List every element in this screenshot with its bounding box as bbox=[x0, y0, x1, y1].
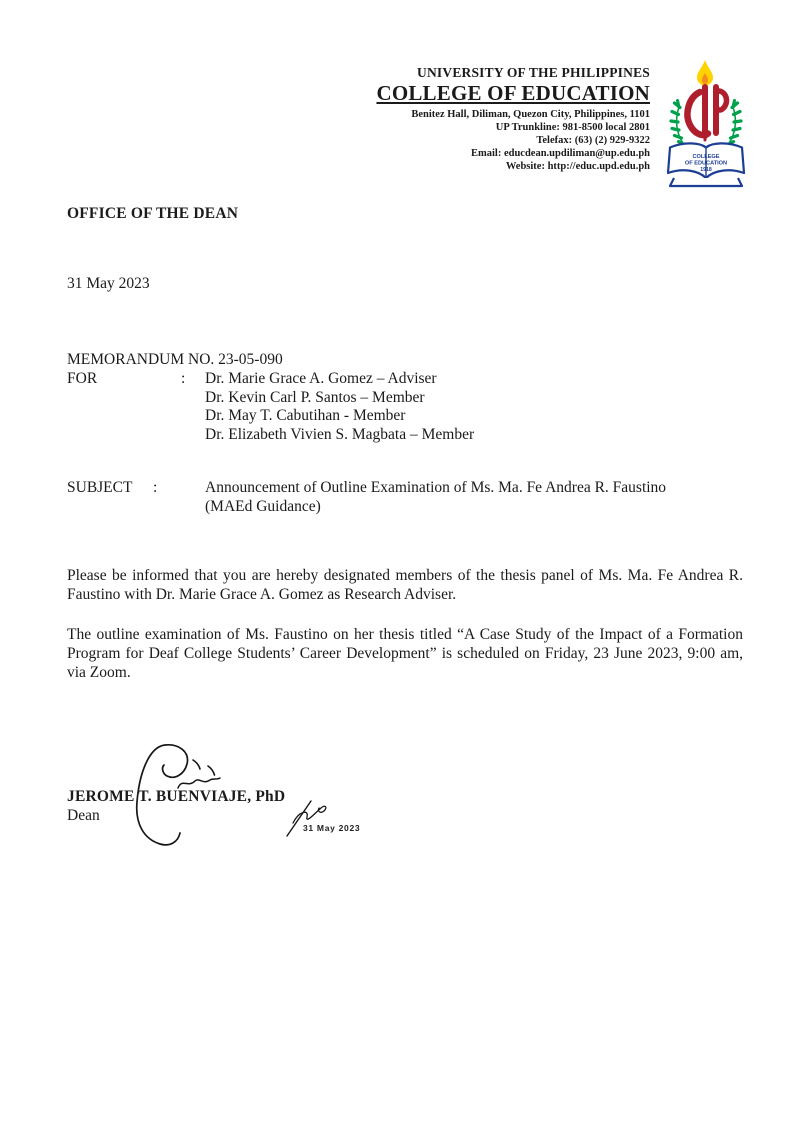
body-paragraph-2: The outline examination of Ms. Faustino on her thesis titled “A Case Study of the Impact of a Formation Program for Deaf College Students’ Career Development” is scheduled on Friday, 23 June 2023, 9:00 am, via Zoom. bbox=[67, 626, 743, 681]
college-of-education-seal bbox=[664, 56, 748, 188]
laurel-left-icon bbox=[671, 101, 687, 149]
email-line: Email: educdean.updiliman@up.edu.ph bbox=[471, 148, 650, 159]
address-line: Benitez Hall, Diliman, Quezon City, Philippines, 1101 bbox=[411, 109, 650, 120]
open-book-icon bbox=[668, 143, 744, 186]
university-name: UNIVERSITY OF THE PHILIPPINES bbox=[417, 65, 650, 80]
website-line: Website: http://educ.upd.edu.ph bbox=[505, 161, 650, 172]
laurel-right-icon bbox=[725, 101, 741, 149]
subject-colon: : bbox=[153, 479, 158, 496]
subject-text bbox=[205, 478, 743, 516]
subject-row bbox=[67, 478, 743, 516]
telefax-line: Telefax: (63) (2) 929-9322 bbox=[536, 135, 650, 146]
memorandum-number: MEMORANDUM NO. 23-05-090 bbox=[67, 351, 283, 368]
recipient-item: Dr. May T. Cabutihan - Member bbox=[205, 407, 406, 425]
date-line: 31 May 2023 bbox=[67, 275, 150, 292]
for-label: FOR bbox=[67, 369, 98, 387]
office-of-the-dean-heading: OFFICE OF THE DEAN bbox=[67, 205, 239, 222]
recipient-item: Dr. Elizabeth Vivien S. Magbata – Member bbox=[205, 426, 475, 444]
flame-icon bbox=[697, 60, 713, 86]
memorandum-block bbox=[67, 351, 743, 445]
college-name: COLLEGE OF EDUCATION bbox=[376, 81, 650, 105]
signatory-title: Dean bbox=[67, 807, 100, 824]
body-paragraph-1: Please be informed that you are hereby designated members of the thesis panel of Ms. Ma. Fe Andrea R. Faustino with Dr. Marie Grace A. Gomez as Research Adviser. bbox=[67, 567, 743, 603]
seal-banner-line1: COLLEGE bbox=[692, 154, 720, 160]
signatory-name: JEROME T. BUENVIAJE, PhD bbox=[67, 788, 286, 805]
for-row bbox=[67, 370, 743, 445]
recipient-item: Dr. Kevin Carl P. Santos – Member bbox=[205, 388, 425, 406]
up-monogram bbox=[687, 87, 726, 140]
subject-line-1: Announcement of Outline Examination of Ms. Ma. Fe Andrea R. Faustino bbox=[205, 479, 667, 496]
seal-year: 1918 bbox=[700, 167, 712, 173]
seal-banner-line2: OF EDUCATION bbox=[684, 160, 728, 167]
for-colon: : bbox=[181, 369, 186, 387]
recipient-list bbox=[205, 370, 474, 445]
subject-label: SUBJECT bbox=[67, 479, 133, 496]
recipient-item: Dr. Marie Grace A. Gomez – Adviser bbox=[205, 369, 437, 387]
letterhead-contact-block bbox=[230, 108, 650, 173]
trunkline-line: UP Trunkline: 981-8500 local 2801 bbox=[495, 122, 650, 133]
subject-line-2: (MAEd Guidance) bbox=[205, 498, 321, 515]
signature-stamp-date: 31 May 2023 bbox=[303, 823, 361, 833]
memo-body bbox=[67, 566, 743, 682]
letterhead bbox=[230, 64, 650, 173]
initial-signature-stroke bbox=[283, 796, 335, 840]
